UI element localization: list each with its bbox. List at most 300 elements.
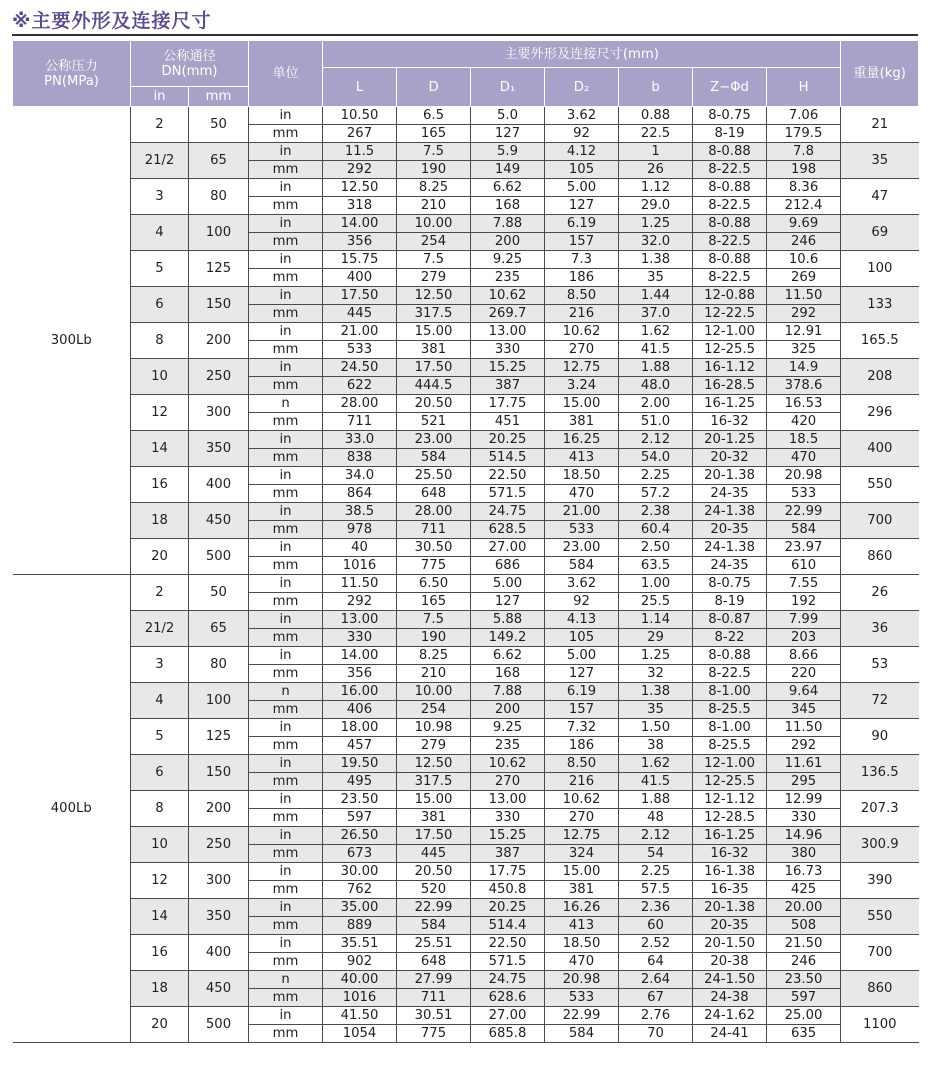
dim-cell: 149.2 — [471, 629, 545, 647]
dim-cell: 10.62 — [545, 791, 619, 809]
unit-cell: in — [249, 647, 323, 665]
table-header — [13, 41, 919, 107]
weight-cell: 69 — [841, 215, 919, 251]
dim-cell: 8.50 — [545, 287, 619, 305]
dim-cell: 1.44 — [619, 287, 693, 305]
dim-cell: 23.50 — [323, 791, 397, 809]
dim-cell: 16-28.5 — [693, 377, 767, 395]
dim-cell: 105 — [545, 629, 619, 647]
dim-cell: 584 — [545, 557, 619, 575]
dn-in-cell: 2 — [131, 575, 189, 611]
dim-cell: 63.5 — [619, 557, 693, 575]
dim-cell: 20.98 — [545, 971, 619, 989]
table-row — [13, 791, 919, 809]
weight-cell: 700 — [841, 503, 919, 539]
dn-in-cell: 10 — [131, 359, 189, 395]
dim-cell: 24-41 — [693, 1025, 767, 1043]
pn-header: 公称压力 PN(MPa) — [13, 41, 131, 107]
dim-cell: 25.50 — [397, 467, 471, 485]
dim-cell: 12-28.5 — [693, 809, 767, 827]
dim-cell: 495 — [323, 773, 397, 791]
unit-cell: in — [249, 611, 323, 629]
dn-in-cell: 20 — [131, 539, 189, 575]
dim-cell: 24-1.38 — [693, 503, 767, 521]
dim-cell: 413 — [545, 449, 619, 467]
dim-cell: 12.91 — [767, 323, 841, 341]
dim-cell: 470 — [545, 953, 619, 971]
dim-cell: 1.38 — [619, 683, 693, 701]
dim-cell: 2.25 — [619, 467, 693, 485]
dim-cell: 7.5 — [397, 143, 471, 161]
dn-mm-cell: 125 — [189, 719, 249, 755]
weight-cell: 207.3 — [841, 791, 919, 827]
dim-cell: 3.24 — [545, 377, 619, 395]
col-H: H — [767, 68, 841, 107]
dim-cell: 70 — [619, 1025, 693, 1043]
dim-cell: 457 — [323, 737, 397, 755]
dim-cell: 48.0 — [619, 377, 693, 395]
dn-in-cell: 20 — [131, 1007, 189, 1043]
dim-cell: 23.97 — [767, 539, 841, 557]
dim-cell: 9.25 — [471, 251, 545, 269]
dim-cell: 8-0.88 — [693, 179, 767, 197]
dim-cell: 7.88 — [471, 215, 545, 233]
dim-cell: 29 — [619, 629, 693, 647]
dim-cell: 20-38 — [693, 953, 767, 971]
dn-mm-cell: 450 — [189, 503, 249, 539]
dim-cell: 597 — [767, 989, 841, 1007]
dim-cell: 23.00 — [397, 431, 471, 449]
dim-cell: 425 — [767, 881, 841, 899]
dim-cell: 381 — [397, 809, 471, 827]
dim-cell: 15.25 — [471, 827, 545, 845]
weight-cell: 208 — [841, 359, 919, 395]
dim-cell: 17.75 — [471, 395, 545, 413]
dim-cell: 387 — [471, 845, 545, 863]
col-D1: D₁ — [471, 68, 545, 107]
dim-cell: 127 — [545, 197, 619, 215]
dim-cell: 67 — [619, 989, 693, 1007]
dim-cell: 16-32 — [693, 845, 767, 863]
dim-cell: 22.99 — [397, 899, 471, 917]
dim-cell: 711 — [323, 413, 397, 431]
dim-cell: 270 — [471, 773, 545, 791]
dim-cell: 6.62 — [471, 647, 545, 665]
unit-cell: n — [249, 395, 323, 413]
dim-cell: 520 — [397, 881, 471, 899]
dim-cell: 1.88 — [619, 359, 693, 377]
dim-cell: 1.25 — [619, 215, 693, 233]
dim-cell: 27.00 — [471, 539, 545, 557]
dim-cell: 16-1.38 — [693, 863, 767, 881]
dim-cell: 11.50 — [767, 287, 841, 305]
dim-cell: 20.98 — [767, 467, 841, 485]
dim-cell: 450.8 — [471, 881, 545, 899]
dn-mm-cell: 300 — [189, 863, 249, 899]
dim-cell: 775 — [397, 1025, 471, 1043]
dim-cell: 445 — [323, 305, 397, 323]
dn-in-cell: 14 — [131, 899, 189, 935]
dim-cell: 20.25 — [471, 431, 545, 449]
unit-cell: mm — [249, 737, 323, 755]
dim-cell: 0.88 — [619, 107, 693, 125]
weight-cell: 390 — [841, 863, 919, 899]
dim-cell: 254 — [397, 701, 471, 719]
dn-mm-cell: 350 — [189, 431, 249, 467]
table-row — [13, 215, 919, 233]
dim-cell: 17.50 — [323, 287, 397, 305]
dim-cell: 20-32 — [693, 449, 767, 467]
dim-cell: 2.00 — [619, 395, 693, 413]
dn-in-cell: 12 — [131, 395, 189, 431]
unit-cell: in — [249, 323, 323, 341]
dim-cell: 157 — [545, 701, 619, 719]
dim-cell: 356 — [323, 665, 397, 683]
dim-cell: 8-22.5 — [693, 269, 767, 287]
dim-cell: 889 — [323, 917, 397, 935]
dim-cell: 4.13 — [545, 611, 619, 629]
dim-cell: 216 — [545, 305, 619, 323]
unit-cell: in — [249, 143, 323, 161]
unit-cell: mm — [249, 953, 323, 971]
weight-cell: 21 — [841, 107, 919, 143]
dim-cell: 20-1.25 — [693, 431, 767, 449]
unit-cell: mm — [249, 557, 323, 575]
dim-cell: 14.00 — [323, 647, 397, 665]
unit-cell: in — [249, 503, 323, 521]
dim-cell: 24-1.38 — [693, 539, 767, 557]
dim-cell: 400 — [323, 269, 397, 287]
dim-cell: 26 — [619, 161, 693, 179]
dim-cell: 24-35 — [693, 557, 767, 575]
unit-cell: mm — [249, 917, 323, 935]
unit-cell: mm — [249, 341, 323, 359]
dim-cell: 380 — [767, 845, 841, 863]
dn-in-cell: 5 — [131, 251, 189, 287]
table-row — [13, 1007, 919, 1025]
dim-cell: 330 — [471, 341, 545, 359]
dim-cell: 445 — [397, 845, 471, 863]
dim-cell: 8-1.00 — [693, 719, 767, 737]
weight-cell: 136.5 — [841, 755, 919, 791]
dims-header: 主要外形及连接尺寸(mm) — [323, 41, 841, 68]
weight-cell: 860 — [841, 971, 919, 1007]
dim-cell: 179.5 — [767, 125, 841, 143]
dim-cell: 381 — [545, 413, 619, 431]
dim-cell: 41.50 — [323, 1007, 397, 1025]
dim-cell: 9.69 — [767, 215, 841, 233]
dim-cell: 15.75 — [323, 251, 397, 269]
dim-cell: 5.9 — [471, 143, 545, 161]
table-row — [13, 575, 919, 593]
dim-cell: 186 — [545, 269, 619, 287]
dim-cell: 8-19 — [693, 125, 767, 143]
table-row — [13, 323, 919, 341]
dim-cell: 92 — [545, 593, 619, 611]
dim-cell: 6.50 — [397, 575, 471, 593]
dim-cell: 2.76 — [619, 1007, 693, 1025]
dim-cell: 16.53 — [767, 395, 841, 413]
dn-in-cell: 5 — [131, 719, 189, 755]
unit-cell: in — [249, 935, 323, 953]
dim-cell: 210 — [397, 197, 471, 215]
dim-cell: 269 — [767, 269, 841, 287]
table-row — [13, 359, 919, 377]
dim-cell: 470 — [767, 449, 841, 467]
dim-cell: 279 — [397, 269, 471, 287]
unit-cell: in — [249, 467, 323, 485]
dim-cell: 18.00 — [323, 719, 397, 737]
dim-cell: 648 — [397, 485, 471, 503]
dim-cell: 25.5 — [619, 593, 693, 611]
weight-cell: 47 — [841, 179, 919, 215]
dim-cell: 21.50 — [767, 935, 841, 953]
dim-cell: 11.61 — [767, 755, 841, 773]
weight-cell: 53 — [841, 647, 919, 683]
dn-in-cell: 14 — [131, 431, 189, 467]
dim-cell: 35 — [619, 701, 693, 719]
dim-cell: 27.00 — [471, 1007, 545, 1025]
dn-mm-cell: 65 — [189, 611, 249, 647]
weight-cell: 26 — [841, 575, 919, 611]
dn-mm-cell: 500 — [189, 1007, 249, 1043]
unit-cell: n — [249, 683, 323, 701]
dim-cell: 533 — [545, 521, 619, 539]
dim-cell: 54.0 — [619, 449, 693, 467]
dim-cell: 1016 — [323, 989, 397, 1007]
dim-cell: 24-35 — [693, 485, 767, 503]
unit-cell: mm — [249, 233, 323, 251]
dim-cell: 18.5 — [767, 431, 841, 449]
dim-cell: 60.4 — [619, 521, 693, 539]
dim-cell: 22.50 — [471, 935, 545, 953]
dn-in-cell: 12 — [131, 863, 189, 899]
table-row — [13, 143, 919, 161]
table-row — [13, 539, 919, 557]
pn-cell: 400Lb — [13, 575, 131, 1043]
dim-cell: 7.99 — [767, 611, 841, 629]
dim-cell: 1.12 — [619, 179, 693, 197]
dim-cell: 16-1.12 — [693, 359, 767, 377]
table-row — [13, 827, 919, 845]
dim-cell: 168 — [471, 197, 545, 215]
dim-cell: 10.62 — [471, 755, 545, 773]
dim-cell: 5.0 — [471, 107, 545, 125]
dim-cell: 12.50 — [397, 755, 471, 773]
dim-cell: 11.5 — [323, 143, 397, 161]
dim-cell: 711 — [397, 989, 471, 1007]
unit-cell: in — [249, 251, 323, 269]
weight-cell: 400 — [841, 431, 919, 467]
unit-cell: in — [249, 899, 323, 917]
dim-cell: 12.99 — [767, 791, 841, 809]
dim-cell: 387 — [471, 377, 545, 395]
dim-cell: 20-35 — [693, 521, 767, 539]
dn-mm-cell: 100 — [189, 215, 249, 251]
table-row — [13, 431, 919, 449]
unit-cell: in — [249, 1007, 323, 1025]
dim-cell: 5.00 — [471, 575, 545, 593]
dim-cell: 628.5 — [471, 521, 545, 539]
dim-cell: 33.0 — [323, 431, 397, 449]
unit-cell: mm — [249, 593, 323, 611]
dim-cell: 12-1.00 — [693, 323, 767, 341]
dim-cell: 2.52 — [619, 935, 693, 953]
unit-cell: mm — [249, 377, 323, 395]
title-divider — [12, 34, 918, 36]
weight-cell: 35 — [841, 143, 919, 179]
dim-cell: 2.12 — [619, 431, 693, 449]
dim-cell: 105 — [545, 161, 619, 179]
dim-cell: 16-1.25 — [693, 827, 767, 845]
dim-cell: 22.99 — [545, 1007, 619, 1025]
dimensions-table — [12, 40, 919, 1043]
dim-cell: 1.38 — [619, 251, 693, 269]
dn-mm-cell: 80 — [189, 179, 249, 215]
weight-cell: 36 — [841, 611, 919, 647]
dim-cell: 20-35 — [693, 917, 767, 935]
weight-cell: 860 — [841, 539, 919, 575]
dim-cell: 6.19 — [545, 683, 619, 701]
dim-cell: 8-22.5 — [693, 665, 767, 683]
weight-cell: 550 — [841, 899, 919, 935]
dn-header: 公称通径 DN(mm) — [131, 41, 249, 87]
dim-cell: 584 — [545, 1025, 619, 1043]
dim-cell: 13.00 — [323, 611, 397, 629]
table-row — [13, 287, 919, 305]
dim-cell: 7.55 — [767, 575, 841, 593]
table-row — [13, 899, 919, 917]
weight-cell: 700 — [841, 935, 919, 971]
dn-in-cell: 10 — [131, 827, 189, 863]
dim-cell: 514.4 — [471, 917, 545, 935]
dim-cell: 16.25 — [545, 431, 619, 449]
unit-cell: in — [249, 827, 323, 845]
dim-cell: 16-35 — [693, 881, 767, 899]
pn-cell: 300Lb — [13, 107, 131, 575]
dim-cell: 60 — [619, 917, 693, 935]
page-title: ※主要外形及连接尺寸 — [12, 10, 212, 32]
dim-cell: 318 — [323, 197, 397, 215]
unit-cell: in — [249, 287, 323, 305]
dim-cell: 8.25 — [397, 647, 471, 665]
dim-cell: 20.00 — [767, 899, 841, 917]
dim-cell: 10.62 — [471, 287, 545, 305]
unit-cell: in — [249, 755, 323, 773]
dim-cell: 10.98 — [397, 719, 471, 737]
dim-cell: 23.00 — [545, 539, 619, 557]
dim-cell: 30.51 — [397, 1007, 471, 1025]
table-row — [13, 503, 919, 521]
dn-in-cell: 4 — [131, 215, 189, 251]
unit-cell: in — [249, 719, 323, 737]
weight-header: 重量(kg) — [841, 41, 919, 107]
dim-cell: 57.2 — [619, 485, 693, 503]
dim-cell: 18.50 — [545, 467, 619, 485]
dim-cell: 15.25 — [471, 359, 545, 377]
dim-cell: 38 — [619, 737, 693, 755]
dim-cell: 330 — [323, 629, 397, 647]
unit-header: 单位 — [249, 41, 323, 107]
table-row — [13, 251, 919, 269]
dim-cell: 57.5 — [619, 881, 693, 899]
dim-cell: 279 — [397, 737, 471, 755]
dim-cell: 902 — [323, 953, 397, 971]
dim-cell: 22.50 — [471, 467, 545, 485]
dim-cell: 246 — [767, 233, 841, 251]
dn-in-cell: 8 — [131, 791, 189, 827]
dim-cell: 157 — [545, 233, 619, 251]
dim-cell: 20-1.38 — [693, 899, 767, 917]
dim-cell: 8-0.87 — [693, 611, 767, 629]
dim-cell: 22.99 — [767, 503, 841, 521]
dn-mm-cell: 250 — [189, 827, 249, 863]
dim-cell: 30.00 — [323, 863, 397, 881]
dim-cell: 12-1.12 — [693, 791, 767, 809]
dn-mm-cell: 50 — [189, 575, 249, 611]
dim-cell: 216 — [545, 773, 619, 791]
dim-cell: 10.00 — [397, 683, 471, 701]
dim-cell: 16.73 — [767, 863, 841, 881]
unit-cell: in — [249, 575, 323, 593]
table-row — [13, 179, 919, 197]
dim-cell: 8-1.00 — [693, 683, 767, 701]
dim-cell: 40.00 — [323, 971, 397, 989]
dim-cell: 20.25 — [471, 899, 545, 917]
dim-cell: 51.0 — [619, 413, 693, 431]
weight-cell: 133 — [841, 287, 919, 323]
col-D: D — [397, 68, 471, 107]
dim-cell: 12-25.5 — [693, 341, 767, 359]
dim-cell: 24.50 — [323, 359, 397, 377]
dim-cell: 10.50 — [323, 107, 397, 125]
dn-in-cell: 3 — [131, 179, 189, 215]
dn-mm-cell: 65 — [189, 143, 249, 179]
dim-cell: 7.5 — [397, 251, 471, 269]
unit-cell: mm — [249, 413, 323, 431]
dim-cell: 24-1.62 — [693, 1007, 767, 1025]
dim-cell: 29.0 — [619, 197, 693, 215]
dim-cell: 21.00 — [545, 503, 619, 521]
dim-cell: 13.00 — [471, 791, 545, 809]
dim-cell: 15.00 — [545, 863, 619, 881]
dim-cell: 269.7 — [471, 305, 545, 323]
dim-cell: 23.50 — [767, 971, 841, 989]
dim-cell: 14.9 — [767, 359, 841, 377]
dim-cell: 345 — [767, 701, 841, 719]
table-row — [13, 719, 919, 737]
unit-cell: in — [249, 179, 323, 197]
dim-cell: 22.5 — [619, 125, 693, 143]
dim-cell: 127 — [545, 665, 619, 683]
dim-cell: 27.99 — [397, 971, 471, 989]
dim-cell: 3.62 — [545, 107, 619, 125]
dim-cell: 514.5 — [471, 449, 545, 467]
unit-cell: mm — [249, 989, 323, 1007]
unit-cell: mm — [249, 881, 323, 899]
weight-cell: 100 — [841, 251, 919, 287]
weight-cell: 300.9 — [841, 827, 919, 863]
dim-cell: 30.50 — [397, 539, 471, 557]
dim-cell: 40 — [323, 539, 397, 557]
dim-cell: 4.12 — [545, 143, 619, 161]
dim-cell: 38.5 — [323, 503, 397, 521]
dim-cell: 92 — [545, 125, 619, 143]
dim-cell: 584 — [767, 521, 841, 539]
dim-cell: 200 — [471, 701, 545, 719]
dim-cell: 24.75 — [471, 503, 545, 521]
weight-cell: 1100 — [841, 1007, 919, 1043]
